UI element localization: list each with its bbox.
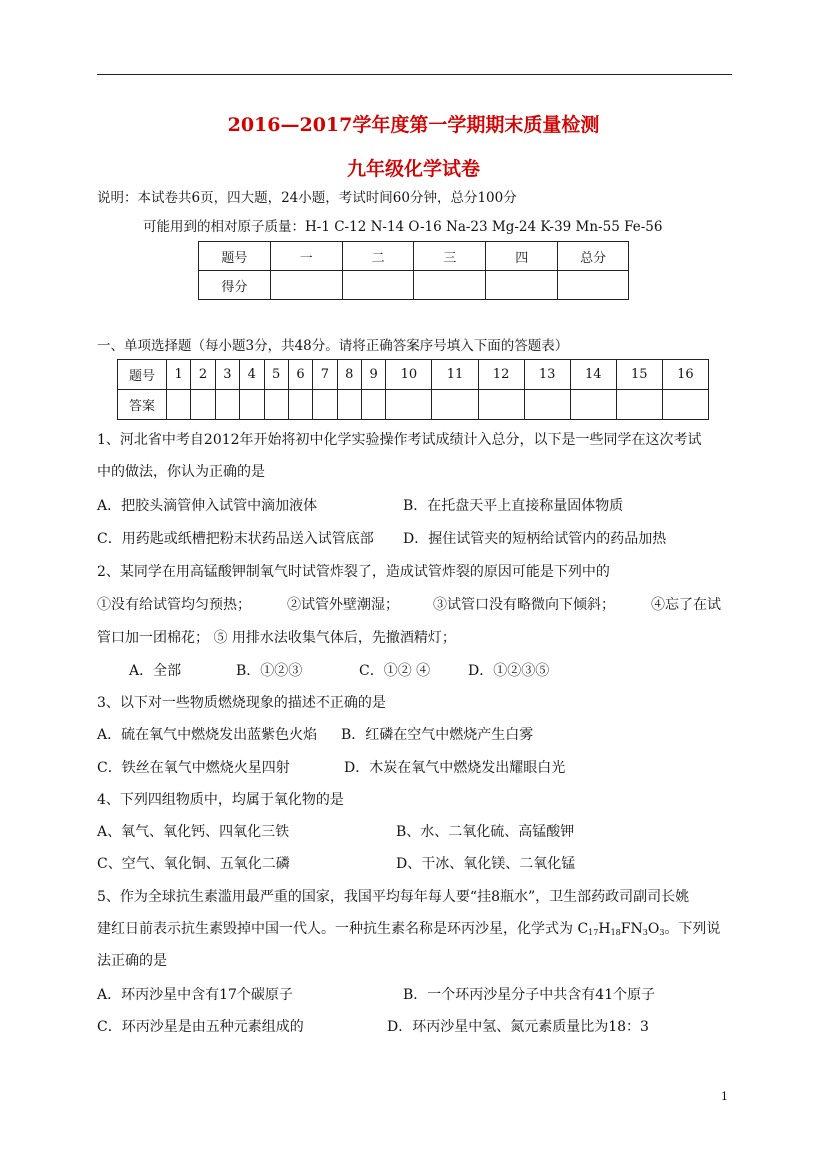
score-header-cell: 三 xyxy=(414,242,486,271)
score-row-label: 得分 xyxy=(199,271,271,300)
answer-number-cell: 3 xyxy=(215,360,239,390)
answer-table xyxy=(117,359,709,420)
q2-option-a[interactable]: A．全部 xyxy=(129,663,182,679)
formula-sub-c: 17 xyxy=(588,928,599,937)
answer-number-cell: 7 xyxy=(313,360,337,390)
formula-o: O xyxy=(647,921,660,937)
answer-input-cell[interactable] xyxy=(616,390,662,420)
answer-row-label: 答案 xyxy=(118,390,167,420)
q2-option-b[interactable]: B．①②③ xyxy=(236,663,303,679)
answer-number-cell: 4 xyxy=(240,360,264,390)
q3-option-b[interactable]: B．红磷在空气中燃烧产生白雾 xyxy=(341,727,534,743)
q1-stem-line2: 中的做法，你认为正确的是 xyxy=(97,464,265,480)
answer-number-cell: 11 xyxy=(432,360,478,390)
answer-input-cell[interactable] xyxy=(337,390,361,420)
section1-heading: 一、单项选择题（每小题3分，共48分。请将正确答案序号填入下面的答题表） xyxy=(97,338,569,354)
score-input-cell[interactable] xyxy=(414,271,486,300)
answer-number-cell: 12 xyxy=(478,360,524,390)
q2-reason-2: ②试管外壁潮湿； xyxy=(287,597,399,613)
formula-sub-h: 18 xyxy=(610,928,621,937)
answer-number-cell: 5 xyxy=(264,360,288,390)
score-table xyxy=(198,241,629,300)
answer-input-cell[interactable] xyxy=(167,390,191,420)
q5-stem-line3: 法正确的是 xyxy=(97,953,167,969)
answer-number-cell: 1 xyxy=(167,360,191,390)
score-header-cell: 四 xyxy=(486,242,558,271)
answer-input-cell[interactable] xyxy=(313,390,337,420)
answer-number-cell: 10 xyxy=(386,360,432,390)
q1-option-a[interactable]: A．把胶头滴管伸入试管中滴加液体 xyxy=(97,498,318,514)
answer-number-cell: 8 xyxy=(337,360,361,390)
q2-stem: 2、某同学在用高锰酸钾制氧气时试管炸裂了，造成试管炸裂的原因可能是下列中的 xyxy=(97,564,610,580)
q2-reason-1: ①没有给试管均匀预热； xyxy=(97,597,251,613)
top-rule xyxy=(97,74,732,75)
q1-option-d[interactable]: D．握住试管夹的短柄给试管内的药品加热 xyxy=(403,531,667,547)
q3-option-a[interactable]: A．硫在氧气中燃烧发出蓝紫色火焰 xyxy=(97,727,318,743)
q4-option-d[interactable]: D、干冰、氧化镁、二氧化锰 xyxy=(396,856,576,872)
answer-input-cell[interactable] xyxy=(432,390,478,420)
formula-sub-o: 3 xyxy=(659,928,665,937)
q4-stem: 4、下列四组物质中，均属于氧化物的是 xyxy=(97,792,344,808)
q1-stem-line1: 1、河北省中考自2012年开始将初中化学实验操作考试成绩计入总分，以下是一些同学在这次考试 xyxy=(97,432,702,448)
score-header-cell: 一 xyxy=(270,242,342,271)
answer-number-cell: 9 xyxy=(362,360,386,390)
q5-stem-line1: 5、作为全球抗生素滥用最严重的国家，我国平均每年每人要“挂8瓶水”，卫生部药政司副司长姚 xyxy=(97,889,690,905)
answer-input-cell[interactable] xyxy=(478,390,524,420)
q3-option-d[interactable]: D．木炭在氧气中燃烧发出耀眼白光 xyxy=(344,760,566,776)
answer-number-cell: 15 xyxy=(616,360,662,390)
q3-option-c[interactable]: C．铁丝在氧气中燃烧火星四射 xyxy=(97,760,290,776)
q5-option-b[interactable]: B．一个环丙沙星分子中共含有41个原子 xyxy=(403,987,656,1003)
answer-input-cell[interactable] xyxy=(191,390,215,420)
answer-input-cell[interactable] xyxy=(215,390,239,420)
answer-header-label: 题号 xyxy=(118,360,167,390)
q3-stem: 3、以下对一些物质燃烧现象的描述不正确的是 xyxy=(97,695,386,711)
formula-fn: FN xyxy=(620,921,643,937)
answer-input-cell[interactable] xyxy=(662,390,708,420)
q2-reason-3: ③试管口没有略微向下倾斜； xyxy=(433,597,615,613)
q2-reason-line2: 管口加一团棉花； ⑤ 用排水法收集气体后，先撤酒精灯； xyxy=(97,630,456,646)
q2-option-d[interactable]: D．①②③⑤ xyxy=(468,663,550,679)
answer-number-cell: 13 xyxy=(524,360,570,390)
score-input-cell[interactable] xyxy=(342,271,414,300)
exam-title: 2016—2017学年度第一学期期末质量检测 xyxy=(227,114,600,136)
page-number: 1 xyxy=(721,1090,728,1103)
q1-option-c[interactable]: C．用药匙或纸槽把粉末状药品送入试管底部 xyxy=(97,531,374,547)
answer-input-cell[interactable] xyxy=(386,390,432,420)
score-input-cell[interactable] xyxy=(486,271,558,300)
score-input-cell[interactable] xyxy=(558,271,629,300)
q4-option-b[interactable]: B、水、二氧化硫、高锰酸钾 xyxy=(396,824,575,840)
answer-input-cell[interactable] xyxy=(570,390,616,420)
q2-option-c[interactable]: C．①② ④ xyxy=(359,663,431,679)
answer-input-cell[interactable] xyxy=(524,390,570,420)
answer-input-cell[interactable] xyxy=(362,390,386,420)
score-header-cell: 总分 xyxy=(558,242,629,271)
score-header-cell: 题号 xyxy=(199,242,271,271)
exam-subtitle: 九年级化学试卷 xyxy=(346,158,480,180)
q5-stem-line2-end: 。下列说 xyxy=(664,921,721,937)
answer-input-cell[interactable] xyxy=(288,390,312,420)
answer-number-cell: 14 xyxy=(570,360,616,390)
q2-reason-4: ④忘了在试 xyxy=(651,597,721,613)
atomic-masses: 可能用到的相对原子质量：H-1 C-12 N-14 O-16 Na-23 Mg-24 K-39 Mn-55 Fe-56 xyxy=(143,219,663,235)
exam-note: 说明：本试卷共6页，四大题，24小题，考试时间60分钟，总分100分 xyxy=(97,190,517,206)
score-header-cell: 二 xyxy=(342,242,414,271)
q5-stem-line2 xyxy=(97,918,720,938)
answer-input-cell[interactable] xyxy=(264,390,288,420)
score-input-cell[interactable] xyxy=(270,271,342,300)
answer-number-cell: 6 xyxy=(288,360,312,390)
answer-number-cell: 2 xyxy=(191,360,215,390)
q4-option-a[interactable]: A、氧气、氧化钙、四氧化三铁 xyxy=(97,824,290,840)
formula-h: H xyxy=(598,921,611,937)
q5-option-d[interactable]: D．环丙沙星中氢、氮元素质量比为18：3 xyxy=(387,1019,649,1035)
answer-input-cell[interactable] xyxy=(240,390,264,420)
q1-option-b[interactable]: B．在托盘天平上直接称量固体物质 xyxy=(403,498,624,514)
q4-option-c[interactable]: C、空气、氧化铜、五氧化二磷 xyxy=(97,856,290,872)
q5-option-c[interactable]: C．环丙沙星是由五种元素组成的 xyxy=(97,1019,304,1035)
q5-option-a[interactable]: A．环丙沙星中含有17个碳原子 xyxy=(97,987,293,1003)
answer-number-cell: 16 xyxy=(662,360,708,390)
formula-sub-n: 3 xyxy=(642,928,648,937)
q5-stem-line2-text: 建红日前表示抗生素毁掉中国一代人。一种抗生素名称是环丙沙星，化学式为 C xyxy=(97,921,589,937)
